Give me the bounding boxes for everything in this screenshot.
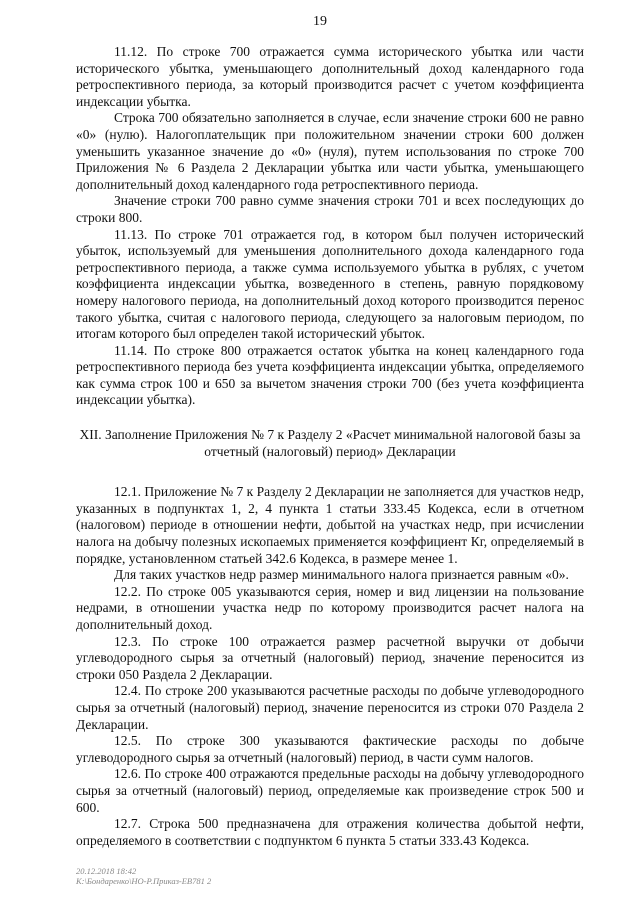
paragraph-11-12: 11.12. По строке 700 отражается сумма исторического убытка или части исторического убытка, уменьшающего дополнительный доход календарного года ретроспективного периода, за который производится расчет с учетом коэффициента индексации убытка. (76, 44, 584, 109)
paragraph-12-3: 12.3. По строке 100 отражается размер расчетной выручки от добычи углеводородного сырья за отчетный (налоговый) период, значение переносится из строки 050 Раздела 2 Декларации. (76, 633, 584, 682)
footer-file-path: К:\Бондаренко\НО-Р.Приказ-ЕВ781 2 (76, 876, 212, 886)
paragraph-line-700-value: Значение строки 700 равно сумме значения строки 701 и всех последующих до строки 800. (76, 193, 584, 225)
paragraph-12-6: 12.6. По строке 400 отражаются предельные расходы на добычу углеводородного сырья за отчетный (налоговый) период, определяемые как произведение строк 500 и 600. (76, 766, 584, 815)
page-number: 19 (313, 14, 327, 29)
paragraph-12-2: 12.2. По строке 005 указываются серия, номер и вид лицензии на пользование недрами, в отношении участка недр по которому производится расчет налога на дополнительный доход. (76, 583, 584, 632)
paragraph-min-tax: Для таких участков недр размер минимального налога признается равным «0». (114, 567, 569, 583)
paragraph-11-13: 11.13. По строке 701 отражается год, в котором был получен исторический убыток, используемый для уменьшения дополнительного дохода календарного года ретроспективного периода, а также сумма используемого убытка в рублях, с учетом коэффициента индексации убытка, возведенного в степень, равную порядковому номеру налогового периода, на дополнительный доход которого производится перенос такого убытка, считая с налогового периода, следующего за налоговым периодом, по итогам которого был определен такой исторический убыток. (76, 226, 584, 342)
paragraph-line-700-rule: Строка 700 обязательно заполняется в случае, если значение строки 600 не равно «0» (нулю). Налогоплательщик при положительном значении строки 600 должен уменьшить указанное значение до «0» (нуля), путем использования по строке 700 Приложения № 6 Раздела 2 Декларации убытка или части убытка, уменьшающего дополнительный доход календарного года ретроспективного периода. (76, 110, 584, 192)
footer-timestamp: 20.12.2018 18:42 (76, 866, 137, 876)
paragraph-12-1: 12.1. Приложение № 7 к Разделу 2 Декларации не заполняется для участков недр, указанных в подпунктах 1, 2, 4 пункта 1 статьи 333.45 Кодекса, если в отчетном (налоговом) периоде в отношении нефти, добытой на участках недр, при исчислении налога на добычу полезных ископаемых применяется коэффициент Кг, определяемый в порядке, установленном статьей 342.6 Кодекса, в размере менее 1. (76, 484, 584, 566)
paragraph-12-5: 12.5. По строке 300 указываются фактические расходы по добыче углеводородного сырья за отчетный (налоговый) период, в части сумм налогов. (76, 733, 584, 765)
document-footer (76, 866, 211, 886)
paragraph-11-14: 11.14. По строке 800 отражается остаток убытка на конец календарного года ретроспективного периода без учета коэффициента индексации убытка, определяемого как сумма строк 100 и 650 за вычетом значения строки 700 (без учета коэффициента индексации убытка). (76, 342, 584, 408)
section-heading: XII. Заполнение Приложения № 7 к Разделу 2 «Расчет минимальной налоговой базы за отчетный (налоговый) период» Декларации (79, 427, 581, 459)
paragraph-12-7: 12.7. Строка 500 предназначена для отражения количества добытой нефти, определяемого в соответствии с подпунктом 6 пункта 5 статьи 333.43 Кодекса. (76, 816, 584, 848)
document-body (76, 44, 584, 849)
paragraph-12-4: 12.4. По строке 200 указываются расчетные расходы по добыче углеводородного сырья за отчетный (налоговый) период, значение переносится из строки 070 Раздела 2 Декларации. (76, 683, 584, 732)
